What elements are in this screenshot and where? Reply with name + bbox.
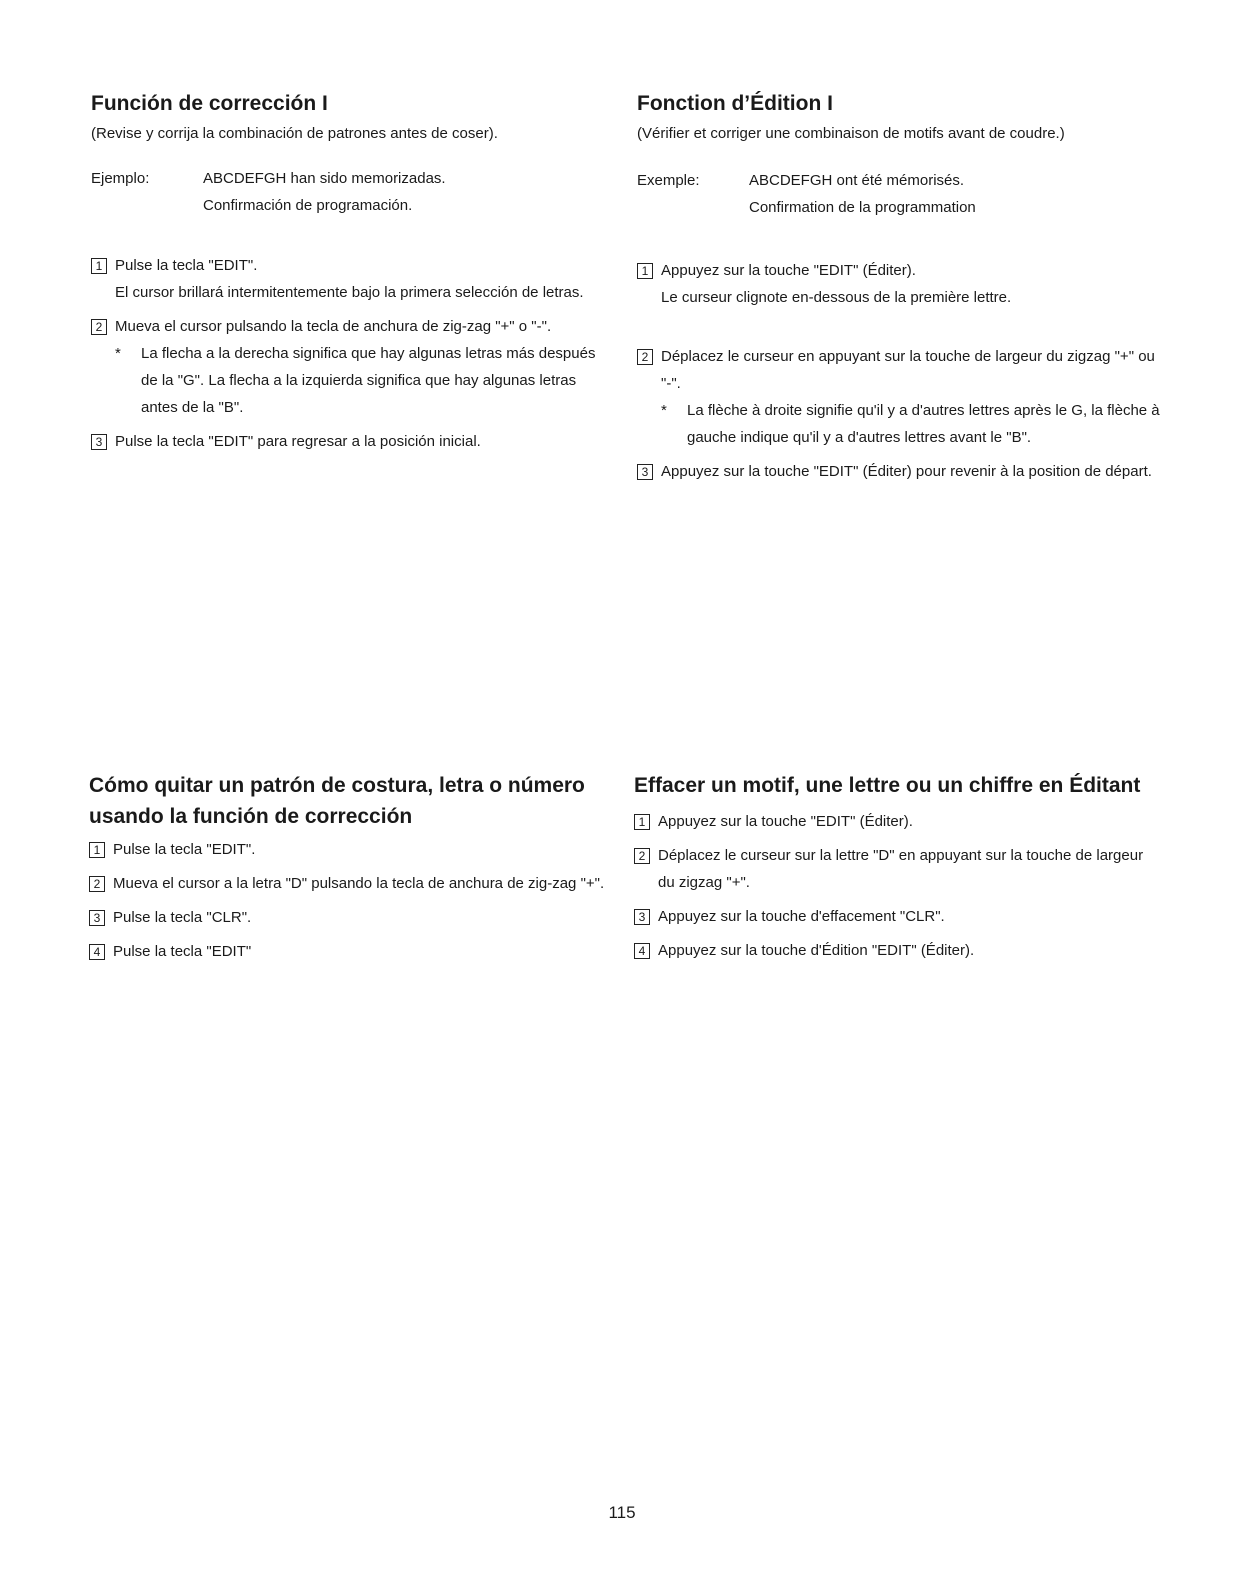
step-number-3: 3 xyxy=(89,910,105,926)
fr-example-line1: ABCDEFGH ont été mémorisés. xyxy=(749,172,965,189)
step-number-4: 4 xyxy=(89,944,105,960)
es-step-2 xyxy=(91,313,616,421)
fr2-title: Effacer un motif, une lettre ou un chiffre en Éditant xyxy=(634,774,1141,797)
es-section-remove-pattern xyxy=(89,770,614,965)
fr-step-1 xyxy=(637,257,1162,311)
fr-step-3-text: Appuyez sur la touche "EDIT" (Éditer) pour revenir à la position de départ. xyxy=(661,463,1152,480)
fr2-step-2-text: Déplacez le curseur sur la lettre "D" en appuyant sur la touche de largeur du zigzag "+". xyxy=(658,847,1144,891)
step-number-1: 1 xyxy=(89,842,105,858)
es-step-1-text: Pulse la tecla "EDIT". xyxy=(115,257,258,274)
es2-title: Cómo quitar un patrón de costura, letra o número usando la función de corrección xyxy=(89,774,585,828)
fr2-step-3 xyxy=(634,903,1162,930)
es-step-1 xyxy=(91,252,616,306)
fr-step-2 xyxy=(637,343,1162,451)
bullet-asterisk: * xyxy=(661,402,667,419)
fr-step-2-note xyxy=(661,397,1162,451)
es2-step-3-text: Pulse la tecla "CLR". xyxy=(113,909,252,926)
es-step-2-note xyxy=(115,340,616,421)
fr-section-remove-pattern xyxy=(634,770,1162,964)
es-example xyxy=(91,165,616,219)
es-title: Función de corrección I xyxy=(91,92,328,115)
es-example-line1: ABCDEFGH han sido memorizadas. xyxy=(203,170,446,187)
es2-step-2-text: Mueva el cursor a la letra "D" pulsando la tecla de anchura de zig-zag "+". xyxy=(113,875,605,892)
fr2-step-3-text: Appuyez sur la touche d'effacement "CLR". xyxy=(658,908,945,925)
es2-step-1-text: Pulse la tecla "EDIT". xyxy=(113,841,256,858)
step-number-3: 3 xyxy=(637,464,653,480)
step-number-2: 2 xyxy=(91,319,107,335)
es-example-label: Ejemplo: xyxy=(91,170,150,187)
fr-step-2-note-text: La flèche à droite signifie qu'il y a d'autres lettres après le G, la flèche à gauche indique qu'il y a d'autres lettres avant le "B". xyxy=(687,402,1160,446)
fr2-step-2 xyxy=(634,842,1162,896)
fr-subtitle: (Vérifier et corriger une combinaison de motifs avant de coudre.) xyxy=(637,125,1065,142)
es2-step-3 xyxy=(89,904,614,931)
es-step-1-note: El cursor brillará intermitentemente bajo la primera selección de letras. xyxy=(115,284,584,301)
es2-step-4 xyxy=(89,938,614,965)
fr-title: Fonction d’Édition I xyxy=(637,92,833,115)
es-subtitle: (Revise y corrija la combinación de patrones antes de coser). xyxy=(91,125,498,142)
fr2-step-1-text: Appuyez sur la touche "EDIT" (Éditer). xyxy=(658,813,913,830)
step-number-3: 3 xyxy=(634,909,650,925)
step-number-4: 4 xyxy=(634,943,650,959)
es2-step-4-text: Pulse la tecla "EDIT" xyxy=(113,943,252,960)
step-number-1: 1 xyxy=(637,263,653,279)
fr-example-body xyxy=(749,167,976,221)
page-number: 115 xyxy=(608,1503,636,1522)
step-number-2: 2 xyxy=(634,848,650,864)
fr-example-line2: Confirmation de la programmation xyxy=(749,199,976,216)
es-section-edit-function xyxy=(91,88,616,455)
fr-step-2-text: Déplacez le curseur en appuyant sur la touche de largeur du zigzag "+" ou "-". xyxy=(661,348,1155,392)
es-step-3 xyxy=(91,428,616,455)
fr-step-1-text: Appuyez sur la touche "EDIT" (Éditer). xyxy=(661,262,916,279)
fr2-step-4-text: Appuyez sur la touche d'Édition "EDIT" (Éditer). xyxy=(658,942,975,959)
fr-example xyxy=(637,167,1162,221)
es-step-2-note-text: La flecha a la derecha significa que hay algunas letras más después de la "G". La flecha a la izquierda significa que hay algunas letras antes de la "B". xyxy=(141,345,596,416)
fr2-step-1 xyxy=(634,808,1162,835)
fr-step-3 xyxy=(637,458,1162,485)
fr-step-1-note: Le curseur clignote en-dessous de la première lettre. xyxy=(661,289,1012,306)
es2-step-1 xyxy=(89,836,614,863)
fr-example-label: Exemple: xyxy=(637,172,700,189)
step-number-3: 3 xyxy=(91,434,107,450)
step-number-2: 2 xyxy=(637,349,653,365)
fr2-step-4 xyxy=(634,937,1162,964)
es-example-body xyxy=(203,165,446,219)
step-number-1: 1 xyxy=(91,258,107,274)
es-step-3-text: Pulse la tecla "EDIT" para regresar a la posición inicial. xyxy=(115,433,481,450)
es-example-line2: Confirmación de programación. xyxy=(203,197,413,214)
step-number-1: 1 xyxy=(634,814,650,830)
es2-step-2 xyxy=(89,870,614,897)
bullet-asterisk: * xyxy=(115,345,121,362)
es-step-2-text: Mueva el cursor pulsando la tecla de anchura de zig-zag "+" o "-". xyxy=(115,318,552,335)
fr-section-edit-function xyxy=(637,88,1162,485)
step-number-2: 2 xyxy=(89,876,105,892)
